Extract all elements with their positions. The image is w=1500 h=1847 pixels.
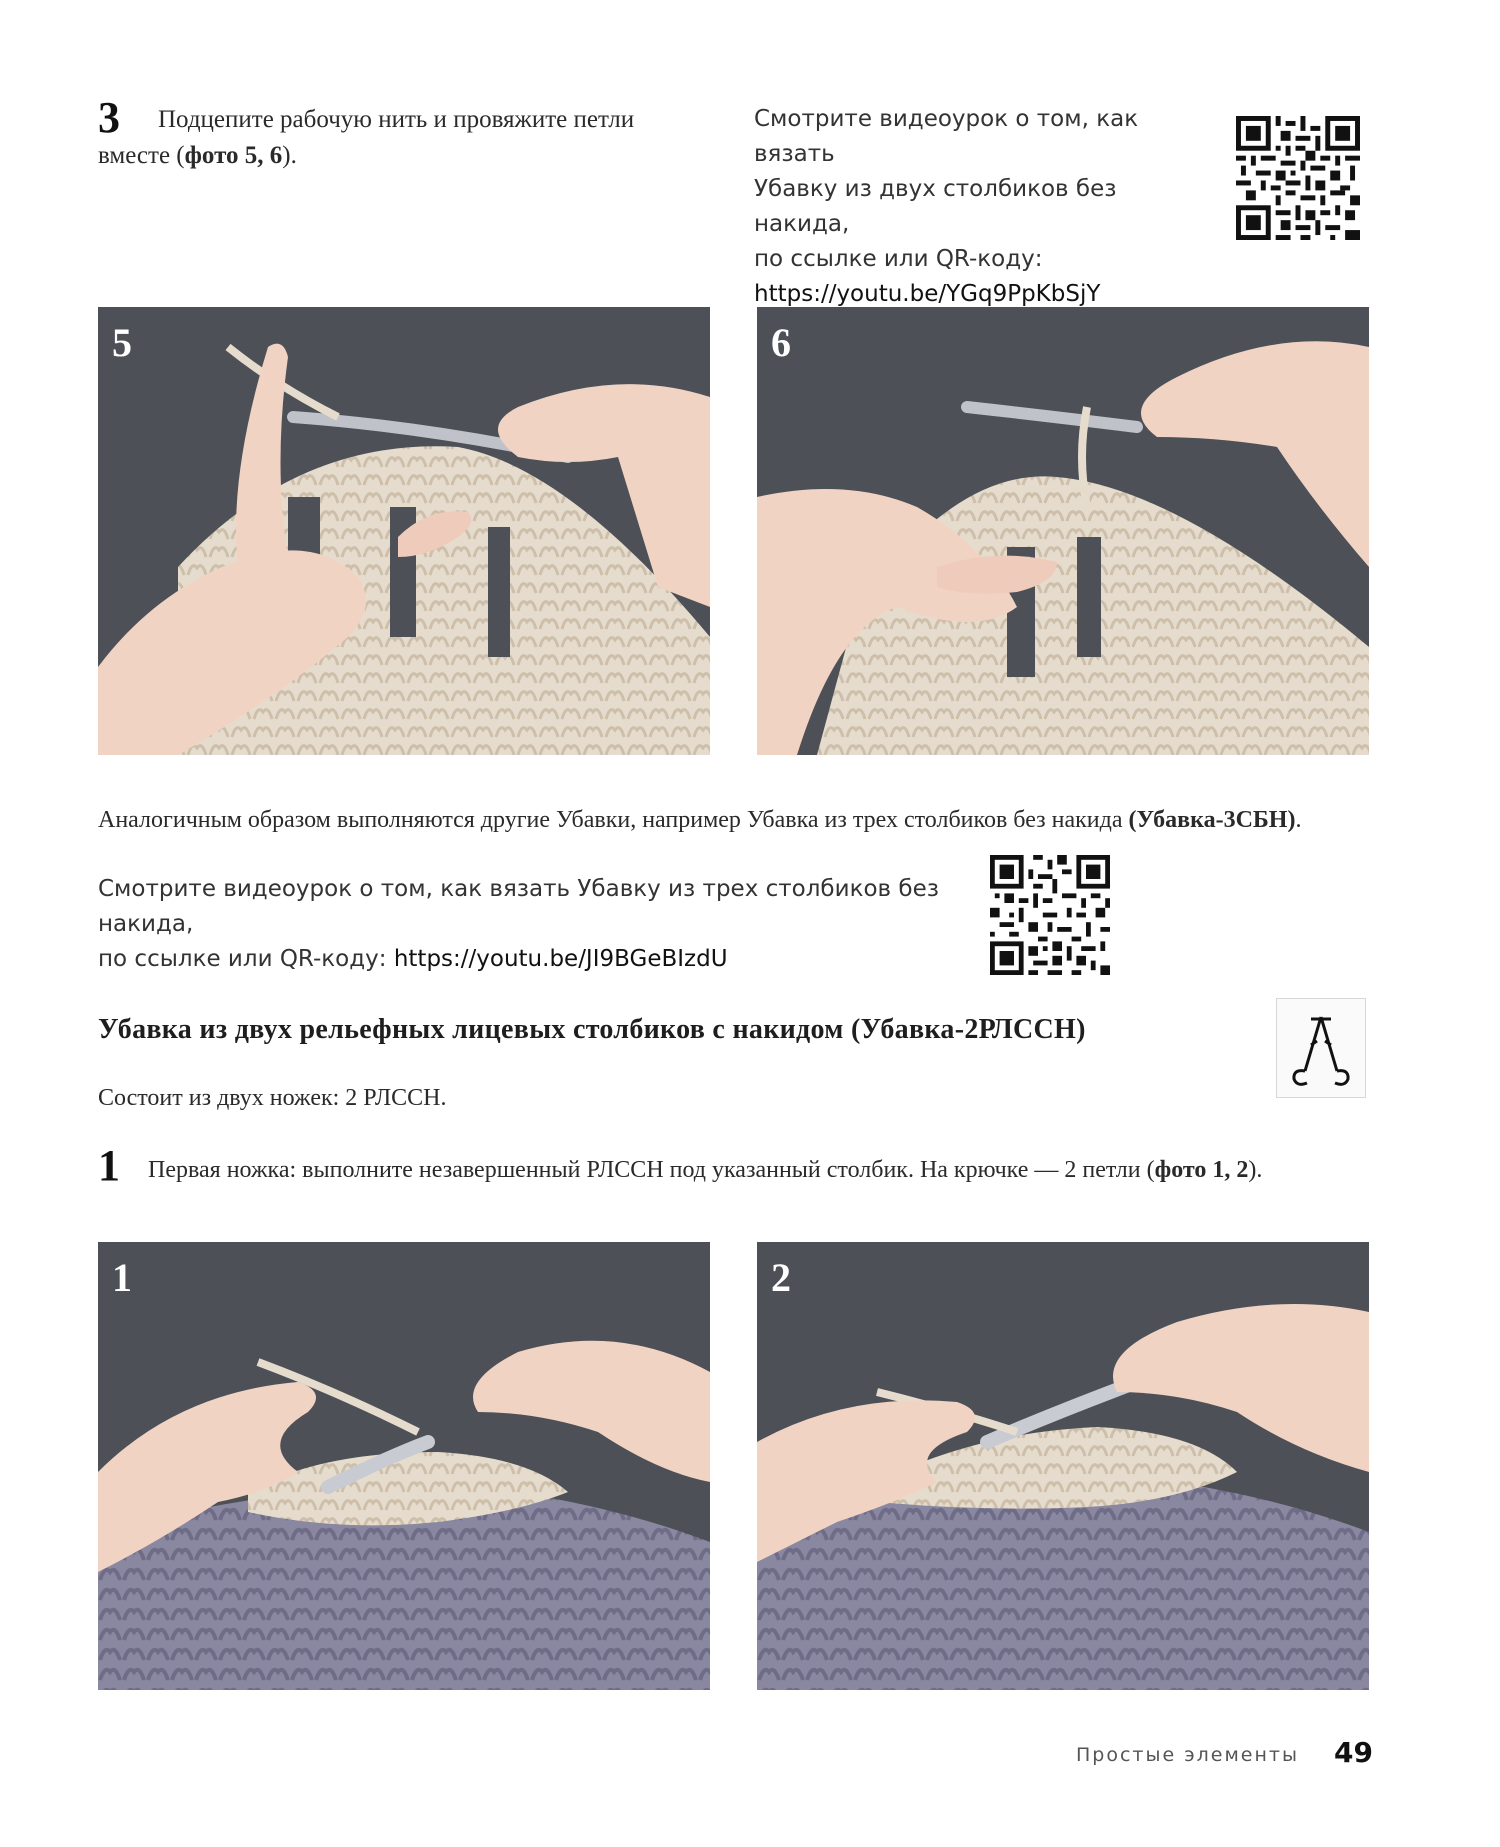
qr-code-1-graphic [1236, 116, 1360, 240]
video-note-2 [98, 872, 978, 977]
qr-code-1[interactable] [1236, 116, 1360, 240]
decrease-symbol-icon [1277, 999, 1365, 1097]
photo-2-number: 2 [771, 1255, 791, 1300]
photo-1 [98, 1242, 710, 1690]
section-heading: Убавка из двух рельефных лицевых столбиков с накидом (Убавка-2РЛССН) [98, 1014, 1086, 1045]
step-1-photo-ref: фото 1, 2 [1154, 1157, 1249, 1183]
step-1-number: 1 [98, 1141, 120, 1190]
photo-5 [98, 307, 710, 755]
step-3-line1: Подцепите рабочую нить и провяжите петли [158, 106, 635, 133]
step-3-line2 [98, 138, 658, 174]
step-3-line2-pre: вместе ( [98, 142, 185, 169]
photo-6-number: 6 [771, 320, 791, 365]
video-link-1[interactable]: https://youtu.be/YGq9PpKbSjY [754, 281, 1101, 307]
qr-code-2-graphic [990, 855, 1110, 975]
video-note-1 [754, 102, 1194, 312]
photo-6-illustration [757, 307, 1369, 755]
step-1-text [148, 1152, 1408, 1188]
video-note-2-line1: Смотрите видеоурок о том, как вязать Убавку из трех столбиков без накида, [98, 876, 939, 937]
step-1-text-pre: Первая ножка: выполните незавершенный РЛССН под указанный столбик. На крючке — 2 петли ( [148, 1157, 1155, 1183]
analog-paragraph [98, 802, 1418, 838]
step-3-number: 3 [98, 93, 120, 142]
video-note-2-line2 [98, 942, 978, 977]
step-3-line2-post: ). [282, 142, 297, 169]
photo-1-number: 1 [112, 1255, 132, 1300]
photo-6 [757, 307, 1369, 755]
video-note-1-line3: по ссылке или QR-коду: [754, 246, 1043, 272]
video-note-2-line2-pre: по ссылке или QR-коду: [98, 946, 394, 972]
consists-line: Состоит из двух ножек: 2 РЛССН. [98, 1085, 447, 1111]
photo-2 [757, 1242, 1369, 1690]
step-3-photo-ref: фото 5, 6 [184, 142, 283, 169]
analog-end: . [1295, 807, 1302, 833]
photo-5-number: 5 [112, 320, 132, 365]
analog-bold: (Убавка-3СБН) [1128, 807, 1296, 833]
photo-1-illustration [98, 1242, 710, 1690]
photo-5-illustration [98, 307, 710, 755]
photo-2-illustration [757, 1242, 1369, 1690]
video-note-1-line2: Убавку из двух столбиков без накида, [754, 176, 1117, 237]
footer-section-label: Простые элементы [1076, 1744, 1299, 1766]
page-number: 49 [1334, 1736, 1373, 1769]
analog-text: Аналогичным образом выполняются другие Убавки, например Убавка из трех столбиков без накида [98, 807, 1129, 833]
qr-code-2[interactable] [990, 855, 1110, 975]
step-1-text-post: ). [1248, 1157, 1263, 1183]
decrease-symbol-box [1276, 998, 1366, 1098]
video-link-2[interactable]: https://youtu.be/JI9BGeBIzdU [393, 946, 728, 972]
video-note-1-line1: Смотрите видеоурок о том, как вязать [754, 106, 1139, 167]
